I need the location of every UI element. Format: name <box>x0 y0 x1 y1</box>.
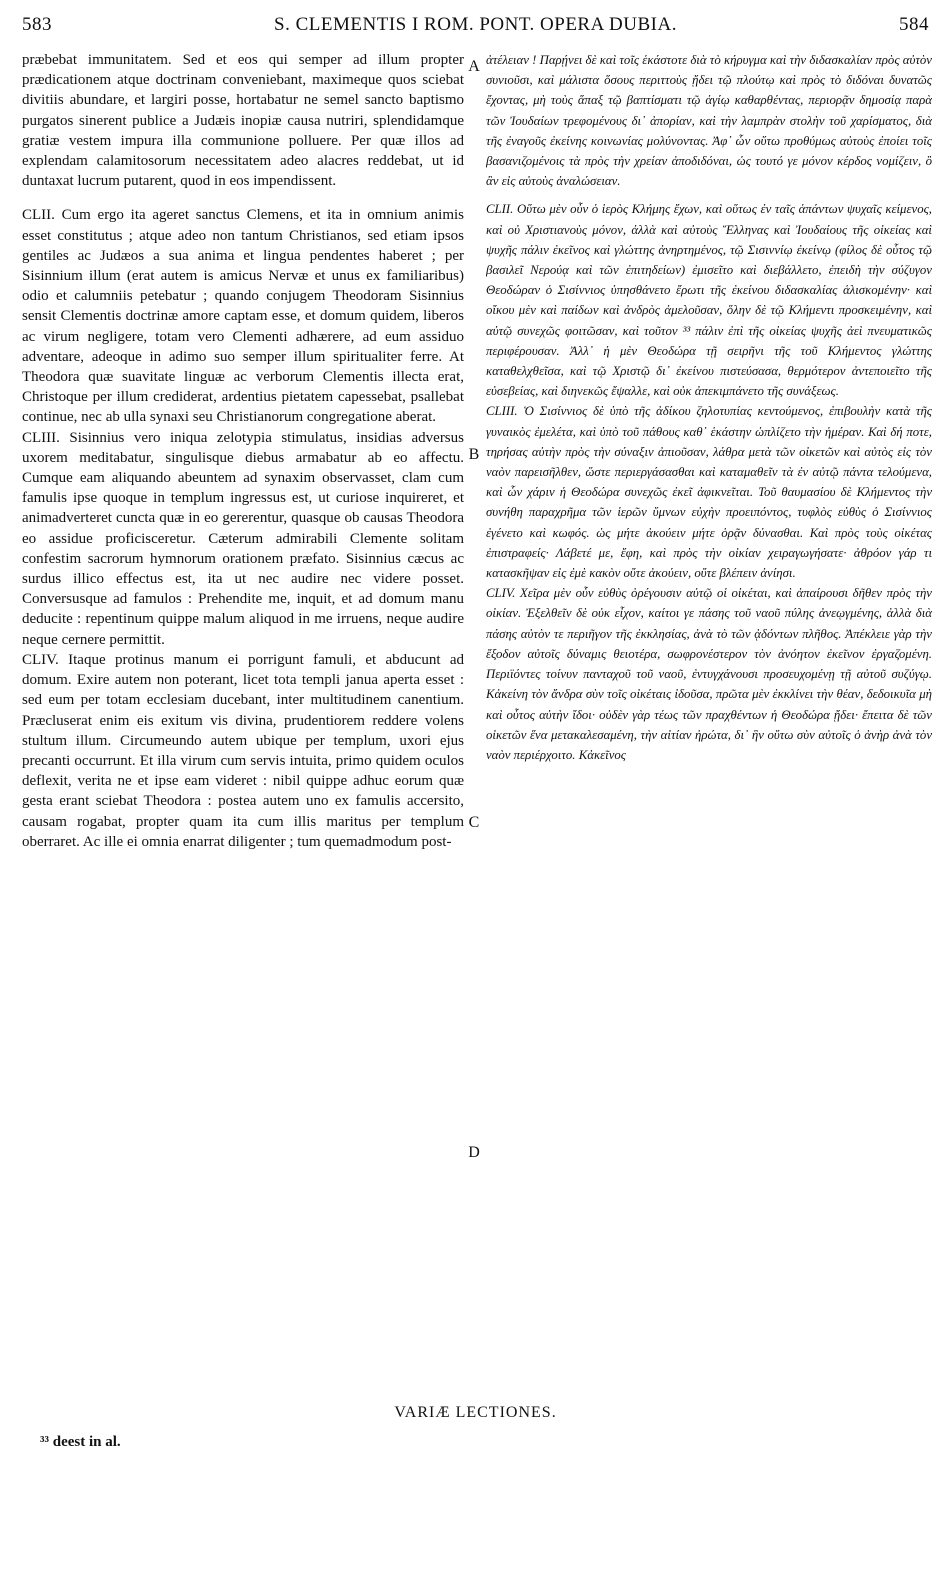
latin-paragraph: CLIII. Sisinnius vero iniqua zelotypia stimulatus, insidias adversus uxorem meditabatur, singulisque diebus armabatur ab eo affectu. Cumque eam aliquando abeuntem ad synaxim observasset, clam cum famulis ipse quoque in templum ingressus est, ut curiose inquireret, et animadverteret cuncta quæ in eo gererentur, quasque ob causas Theodora eo assidue proficisceretur. Cæterum admirabili Clemente solitam confestim sacrorum hymnorum orationem præfato. Sisinnius cæcus ac surdus illico effectus est, ita ut nec audire nec videre posset. Conversusque ad famulos : Prehendite me, inquit, et ad domum manu deducite : repentinum quippe malum aliquod in me irruens, neque audire neque cernere permittit. <box>22 429 464 648</box>
page-number-right: 584 <box>899 14 929 35</box>
margin-mark-a: A <box>468 58 480 75</box>
running-title: S. CLEMENTIS I ROM. PONT. OPERA DUBIA. <box>274 14 677 35</box>
margin-mark-c: C <box>468 814 480 831</box>
running-header <box>22 14 929 44</box>
greek-paragraph: CLII. Οὕτω μὲν οὖν ὁ ἱερὸς Κλήμης ἔχων, καὶ οὕτως ἐν ταῖς ἁπάντων ψυχαῖς κείμενος, καὶ οὐ Χριστιανοὺς μόνον, ἀλλὰ καὶ αὐτοὺς Ἕλληνας καὶ Ἰουδαίους τῆς οἰκείας καὶ ψυχῆς πάλιν ἐκεῖνος καὶ γλώττης ἀνηρτημένος, τῷ Σισιννίῳ ἐκείνῳ (φίλος δὲ οὗτος τῷ βασιλεῖ Νερούᾳ καὶ τῶν ἐπιτηδείων) ἐμισεῖτο καὶ διεβάλλετο, ἐπειδὴ τὴν σύζυγον Θεοδώραν ὁ Σισίννιος ὑπησθάνετο ἔρωτι τῆς ἐκείνου διδασκαλίας ἁλισκομένην· καὶ οἴκου μὲν καὶ παίδων καὶ ἀνδρὸς ἀμελοῦσαν, ὅλην δὲ τῷ Κλήμεντι προσκειμένην, καὶ αὐτῷ συνεχῶς φοιτῶσαν, καὶ τοῦτον ³³ πάλιν ἐπὶ τῆς οἰκείας ψυχῆς ἀεὶ πνευματικῶς περιφέρουσαν. Ἀλλ᾽ ἡ μὲν Θεοδώρα τῇ σειρῆνι τῆς τοῦ Κλήμεντος γλώττης καταθελχθεῖσα, καὶ τῷ Χριστῷ δι᾽ ἐκείνου πιστεύσασα, θερμότερον ἀντεποιεῖτο τῆς εὐσεβείας, καὶ διηνεκῶς ἔψαλλε, καὶ οὐκ ἀπεκιμπάνετο τῆς συνάξεως. <box>486 202 932 399</box>
greek-paragraph: ἀτέλειαν ! Παρῄνει δὲ καὶ τοῖς ἑκάστοτε διὰ τὸ κήρυγμα καὶ τὴν διδασκαλίαν πρὸς αὐτὸν συνιοῦσι, καὶ μάλιστα ὅσους περιττοὺς ᾔδει τῷ πλούτῳ καὶ πρὸς τὸ διδόναι δυνατῶς ἔχοντας, μὴ τοὺς ἅπαξ τῷ βαπτίσματι τῷ ἁγίῳ καθαρθέντας, περιορᾷν δημοσίᾳ παρὰ τῶν Ἰουδαίων τρεφομένους δι᾽ ἀπορίαν, καὶ τὴν λαμπρὰν στολὴν τοῦ χαρίσματος, διὰ τῆς ἐναγοῦς ἐκείνης κοινωνίας μολύνοντας. Ἀφ᾽ ὧν οὕτω προθύμως αὐτοὺς ἐποίει τοῖς βασανιζομένοις τὰ πρὸς τὴν χρείαν ἀποδιδόναι, ὡς τουτό γε μόνον κέρδος νομίζειν, ὃ ἂν εἰς αὐτοὺς ἀναλώσειαν. <box>486 53 932 189</box>
margin-mark-d: D <box>468 1144 480 1161</box>
variae-lectiones-heading: VARIÆ LECTIONES. <box>394 1404 557 1421</box>
latin-paragraph: CLII. Cum ergo ita ageret sanctus Clemens, et ita in omnium animis esset constitutus ; atque adeo non tantum Christianos, sed etiam ipsos gentiles ac Judæos a sua anima et lingua pendentes haberet ; per Sisinnium illum (erat autem is amicus Nervæ et unus ex familiaribus) odio et calumniis petebatur ; quando conjugem Theodoram Sisinnius sensit Clementis doctrinæ amore captam esse, et domum quidem, liberos ac virum negligere, totam vero Clementi adhærere, ad eum assiduo adventare, adeoque in adimo suo semper illum spiritualiter ferre. At Theodora quæ suavitate linguæ ac verborum Clementis illecta erat, Christoque per illum crediderat, ardentius pietatem capessebat, psallebat continue, nec ab ulla synaxi seu Christianorum congregatione aberat. <box>22 207 464 426</box>
greek-paragraph: CLIII. Ὁ Σισίννιος δὲ ὑπὸ τῆς ἀδίκου ζηλοτυπίας κεντούμενος, ἐπιβουλὴν κατὰ τῆς γυναικὸς ἐμελέτα, καὶ ὑπὸ τοῦ πάθους καθ᾽ ἑκάστην ὡπλίζετο τὴν ἡμέραν. Καὶ δή ποτε, τηρήσας αὐτὴν πρὸς τὴν σύναξιν ἀπιοῦσαν, λάθρα μετὰ τῶν οἰκετῶν καὶ αὐτὸς εἰς τὸν ναὸν παρεισῆλθεν, ὥστε περιεργάσασθαι καὶ καταμαθεῖν τὰ ἐν αὐτῷ πάντα τελούμενα, καὶ ὧν χάριν ἡ Θεοδώρα συνεχῶς ἐκεῖ ἀφικνεῖται. Τοῦ θαυμασίου δὲ Κλήμεντος τὴν συνήθη παραχρῆμα τῶν ἱερῶν ὕμνων εὐχὴν προειπόντος, τυφλὸς εὐθὺς ὁ Σισίννιος ἐγένετο καὶ κωφός. ὡς μήτε ἀκούειν μήτε ὁρᾷν δύνασθαι. Καὶ πρὸς τοὺς οἰκέτας ἐπιστραφείς· Λάβετέ με, ἔφη, καὶ πρὸς τὴν οἰκίαν χειραγωγήσατε· ἀθρόον γάρ τι κατασκῆψαν εἰς ἐμὲ κακὸν οὔτε ἀκούειν, οὔτε βλέπειν ἀνίησι. <box>486 404 932 581</box>
latin-paragraph: præbebat immunitatem. Sed et eos qui semper ad illum propter prædicationem atque doctrinam conveniebant, maximeque quos sciebat divitiis abundare, et largiri posse, hortabatur ne semel sancto baptismo purgatos sinerent publice a Judæis inopiæ causa nutriri, splendidamque gratiæ vestem impura illa communione polluere. Per quæ illos ad explendam calamitosorum necessitatem adeo alacres reddebat, ut id duntaxat lucrum putarent, quod in eos impendissent. <box>22 52 464 190</box>
latin-paragraph: CLIV. Itaque protinus manum ei porrigunt famuli, et abducunt ad domum. Exire autem non poterant, licet tota templi janua aperta esset : sed eum per totam ecclesiam ducebant, inter multitudinem canentium. Præcluserat enim eis exitum vis divina, prudentiorem reddere volens stultum illum. Circumeundo autem ubique per templum, uxori ejus precanti occurrunt. Et illa virum cum servis intuita, primo quidem oculos deflexit, verita ne et ipse eam videret : nibil quippe adhuc eorum quæ gesta erant sciebat Theodora : postea autem uno ex famulis accersito, causam rogabat, propter quam ita cum illis maritus per templum oberraret. Ac ille ei omnia enarrat diligenter ; tum quemadmodum post- <box>22 651 464 850</box>
latin-column <box>22 50 464 1390</box>
greek-column <box>486 50 932 1390</box>
margin-mark-b: B <box>468 446 480 463</box>
page-number-left: 583 <box>22 14 52 35</box>
footnote: ³³ deest in al. <box>40 1434 121 1450</box>
greek-paragraph: CLIV. Χεῖρα μὲν οὖν εὐθὺς ὀρέγουσιν αὐτῷ οἱ οἰκέται, καὶ ἀπαίρουσι δῆθεν πρὸς τὴν οἰκίαν. Ἐξελθεῖν δὲ οὐκ εἶχον, καίτοι γε πάσης τοῦ ναοῦ πύλης ἀνεῳγμένης, ἀλλὰ διὰ πάσης αὐτὸν τε περιῆγον τῆς ἐκκλησίας, ἀνὰ τὸ τῶν ᾀδόντων πλῆθος. Ἀπέκλειε γὰρ τὴν ἔξοδον αὐτοῖς δύναμις θειοτέρα, σωφρονέστερον τὸν ἀνόητον ἐκεῖνον ἐργαζομένη. Περιϊόντες τοίνυν πανταχοῦ τοῦ ναοῦ, ἐντυγχάνουσι προσευχομένῃ τῇ αὐτοῦ συζύγῳ. Κἀκείνη τὸν ἄνδρα σὺν τοῖς οἰκέταις ἰδοῦσα, πρῶτα μὲν ἐκκλίνει τὴν θέαν, δεδοικυῖα μὴ καὶ οὗτος αὐτὴν ἴδοι· οὐδὲν γὰρ τέως τῶν πραχθέντων ἡ Θεοδώρα ᾔδει· ἔπειτα δὲ τῶν οἰκετῶν ἕνα μετακαλεσαμένη, τὴν αἰτίαν ἠρώτα, δι᾽ ἣν οὕτω σὺν αὐτοῖς ὁ ἀνὴρ ἀνὰ τὸν ναὸν περιέρχοιτο. Κἀκεῖνος <box>486 586 932 762</box>
